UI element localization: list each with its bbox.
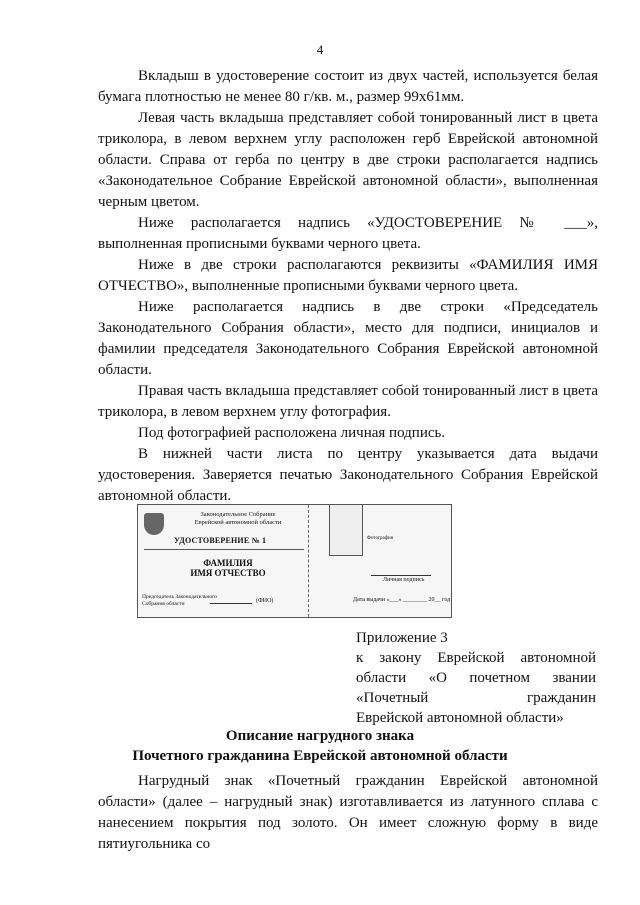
coat-of-arms-icon xyxy=(144,513,164,535)
figure-organization xyxy=(172,511,304,527)
paragraph-badge-description: Нагрудный знак «Почетный гражданин Еврейской автономной области» (далее – нагрудный знак) изготавливается из латунного сплава с нанесением покрытия под золото. Он имеет сложную форму в виде пятиугольника со xyxy=(98,773,598,852)
figure-full-name xyxy=(158,558,298,578)
insert-left-part xyxy=(138,505,309,617)
figure-chair-line-2: Собрания области xyxy=(142,600,185,607)
figure-surname: ФАМИЛИЯ xyxy=(203,558,253,568)
figure-fio: (ФИО) xyxy=(256,598,274,604)
appendix-reference xyxy=(356,628,596,728)
paragraph-left-part: Левая часть вкладыша представляет собой тонированный лист в цвета триколора, в левом верхнем углу расположен герб Еврейской автономной области. Справа от герба по центру в две строки располагается надпись «Законодательное Собрание Еврейской автономной области», выполненная черным цветом. xyxy=(98,110,598,210)
body-text-badge xyxy=(98,771,598,855)
figure-chair-signature-line xyxy=(210,603,252,604)
appendix-line-2: к закону Еврейской автономной xyxy=(356,650,596,666)
photo-area xyxy=(329,505,363,556)
paragraph-full-name: Ниже в две строки располагаются реквизиты «ФАМИЛИЯ ИМЯ ОТЧЕСТВО», выполненные прописными буквами черного цвета. xyxy=(98,257,598,294)
figure-divider xyxy=(144,549,304,550)
certificate-insert-figure xyxy=(137,504,452,618)
paragraph-signature: Под фотографией расположена личная подпись. xyxy=(138,425,446,441)
paragraph-insert-description: Вкладыш в удостоверение состоит из двух частей, используется белая бумага плотностью не менее 80 г/кв. м., размер 99х61мм. xyxy=(98,68,598,105)
figure-org-line-1: Законодательное Собрание xyxy=(200,511,276,518)
appendix-line-1: Приложение 3 xyxy=(356,630,448,646)
figure-org-line-2: Еврейской автономной области xyxy=(194,519,282,526)
figure-personal-signature: Личная подпись xyxy=(383,577,425,583)
paragraph-issue-date: В нижней части листа по центру указывается дата выдачи удостоверения. Заверяется печатью Законодательного Собрания Еврейской автономной области. xyxy=(98,446,598,504)
figure-photo-label: Фотография xyxy=(367,536,393,541)
paragraph-chairman: Ниже располагается надпись в две строки «Председатель Законодательного Собрания области», место для подписи, инициалов и фамилии председателя Законодательного Собрания Еврейской автономной области. xyxy=(98,299,598,378)
appendix-line-4: «Почетный гражданин xyxy=(356,690,596,706)
appendix-line-3: области «О почетном звании xyxy=(356,670,596,686)
paragraph-right-part: Правая часть вкладыша представляет собой тонированный лист в цвета триколора, в левом верхнем углу фотография. xyxy=(98,383,598,420)
figure-personal-signature-line xyxy=(371,575,431,576)
figure-issue-date: Дата выдачи «___» ________ 20__ год xyxy=(353,597,451,603)
figure-chairman xyxy=(142,594,217,607)
body-text xyxy=(98,66,598,507)
appendix-line-5: Еврейской автономной области» xyxy=(356,710,564,726)
figure-chair-line-1: Председатель Законодательного xyxy=(142,594,217,600)
section-heading-line-1: Описание нагрудного знака xyxy=(225,728,415,744)
page-number: 4 xyxy=(316,42,324,57)
figure-name-patronymic: ИМЯ ОТЧЕСТВО xyxy=(190,568,266,578)
figure-certificate-title: УДОСТОВЕРЕНИЕ № 1 xyxy=(174,536,267,545)
paragraph-certificate-label: Ниже располагается надпись «УДОСТОВЕРЕНИЕ № ___», выполненная прописными буквами черного цвета. xyxy=(98,215,598,252)
insert-right-part xyxy=(309,505,451,617)
section-heading-line-2: Почетного гражданина Еврейской автономной области xyxy=(132,748,508,764)
